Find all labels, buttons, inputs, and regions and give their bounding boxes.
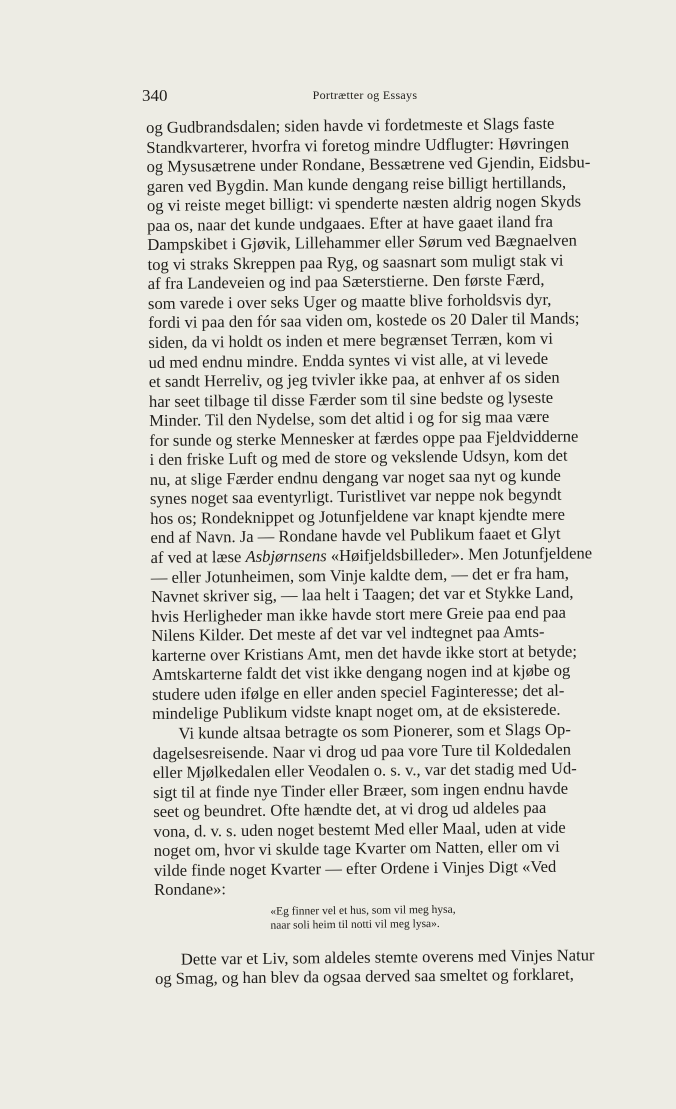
text-line: synes noget saa eventyrligt. Turistlivet var neppe nok begyndt: [149, 485, 562, 509]
text-line: noget om, hvor vi skulde tage Kvarter om Natten, eller om vi: [153, 836, 560, 861]
text-line: karterne over Kristians Amt, men det havde ikke stort at betyde;: [151, 641, 578, 665]
text-line: fordi vi paa den fór saa viden om, kostede os 20 Daler til Mands;: [148, 308, 580, 333]
text-line: hos os; Rondeknippet og Jotunfjeldene var knapt kjendte mere: [150, 504, 566, 528]
quote-line: «Eg finner vel et hus, som vil meg hysa,: [270, 903, 456, 918]
text-line: og vi reiste meget billigt: vi spenderte næsten aldrig nogen Skyds: [146, 191, 582, 216]
body-text: [146, 113, 595, 989]
text-line: Dette var et Liv, som aldeles stemte overens med Vinjes Natur: [180, 945, 595, 969]
text-line: dagelsesreisende. Naar vi drog ud paa vore Ture til Koldedalen: [152, 739, 572, 763]
text-line: Amtskarterne faldt det vist ikke dengang nogen ind at kjøbe og: [151, 660, 571, 685]
text-line: og Gudbrandsdalen; siden havde vi fordetmeste et Slags faste: [146, 113, 555, 137]
paragraph-1: [146, 113, 593, 724]
text-line: siden, da vi holdt os inden et mere begrænset Terræn, kom vi: [148, 328, 553, 353]
text-line: som varede i over seks Uger og maatte blive forholdsvis dyr,: [147, 289, 552, 313]
text-line: studere uden ifølge en eller anden speciel Faginteresse; det al-: [151, 680, 565, 704]
text-line: Vi kunde altsaa betragte os som Pionerer, som et Slags Op-: [178, 719, 571, 743]
text-line: tog vi straks Skreppen paa Ryg, og saasnart som muligt stak vi: [147, 250, 564, 274]
text-line: Minder. Til den Nydelse, som det altid i og for sig maa være: [149, 406, 550, 431]
text-line: Standkvarterer, hvorfra vi foretog mindre Udflugter: Høvringen: [146, 133, 570, 157]
text-line: Nilens Kilder. Det meste af det var vel indtegnet paa Amts-: [151, 622, 545, 646]
text-line: hvis Herligheder man ikke havde stort mere Greie paa end paa: [151, 602, 566, 626]
text-line: og Mysusætrene under Rondane, Bessætrene ved Gjendin, Eidsbu-: [146, 152, 591, 177]
text-line: mindelige Publikum vidste knapt noget om, at de eksisterede.: [152, 700, 561, 724]
line-segment: af ved at læse: [150, 547, 246, 568]
paragraph-2: [152, 719, 577, 900]
text-line: af fra Landeveien og ind paa Sæterstierne. Den første Færd,: [147, 270, 545, 294]
text-line: seet og beundret. Ofte hændte det, at vi drog ud aldeles paa: [153, 797, 547, 822]
italic-author-name: Asbjørnsens: [245, 546, 327, 567]
text-line: ud med endnu mindre. Endda syntes vi vist alle, at vi levede: [148, 348, 549, 372]
page-number: 340: [142, 86, 168, 105]
text-line: end af Navn. Ja — Rondane havde vel Publikum faaet et Glyt: [150, 524, 561, 548]
page-header: [142, 86, 538, 108]
text-line: vilde finde noget Kvarter — efter Ordene i Vinjes Digt «Ved: [153, 856, 557, 880]
quote-line: naar soli heim til notti vil meg lysa».: [270, 917, 440, 932]
text-line: Navnet skriver sig, — laa helt i Taagen; det var et Stykke Land,: [150, 582, 574, 607]
text-line: eller Mjølkedalen eller Veodalen o. s. v., var det stadig med Ud-: [152, 758, 577, 783]
text-line: i den friske Luft og med de store og vekslende Udsyn, kom det: [149, 445, 568, 470]
paragraph-3: [154, 945, 595, 989]
text-line: og Smag, og han blev da ogsaa derved saa smeltet og forklaret,: [154, 964, 574, 989]
poem-quote: [270, 902, 544, 933]
text-line: Dampskibet i Gjøvik, Lillehammer eller Sørum ved Bægnaelven: [147, 230, 577, 255]
text-line: — eller Jotunheimen, som Vinje kaldte dem, — det er fra ham,: [150, 563, 569, 587]
text-line: vona, d. v. s. uden noget bestemt Med eller Maal, uden at vide: [153, 817, 566, 841]
text-line: Rondane»:: [153, 879, 227, 900]
text-line: nu, at slige Færder endnu dengang var noget saa nyt og kunde: [149, 465, 561, 489]
line-segment: «Høifjeldsbilleder». Men Jotunfjeldene: [326, 543, 593, 566]
text-line: paa os, naar det kunde undgaaes. Efter at have gaaet iland fra: [147, 211, 554, 235]
text-line: for sunde og sterke Mennesker at færdes oppe paa Fjeldvidderne: [149, 426, 579, 450]
text-line: garen ved Bygdin. Man kunde dengang reise billigt hertillands,: [146, 172, 567, 196]
text-line: sigt til at finde nye Tinder eller Bræer, som ingen endnu havde: [152, 778, 569, 802]
text-line: et sandt Herreliv, og jeg tvivler ikke paa, at enhver af os siden: [148, 367, 560, 392]
running-title: Portrætter og Essays: [312, 88, 418, 102]
text-line: har seet tilbage til disse Færder som til sine bedste og lyseste: [148, 387, 554, 411]
